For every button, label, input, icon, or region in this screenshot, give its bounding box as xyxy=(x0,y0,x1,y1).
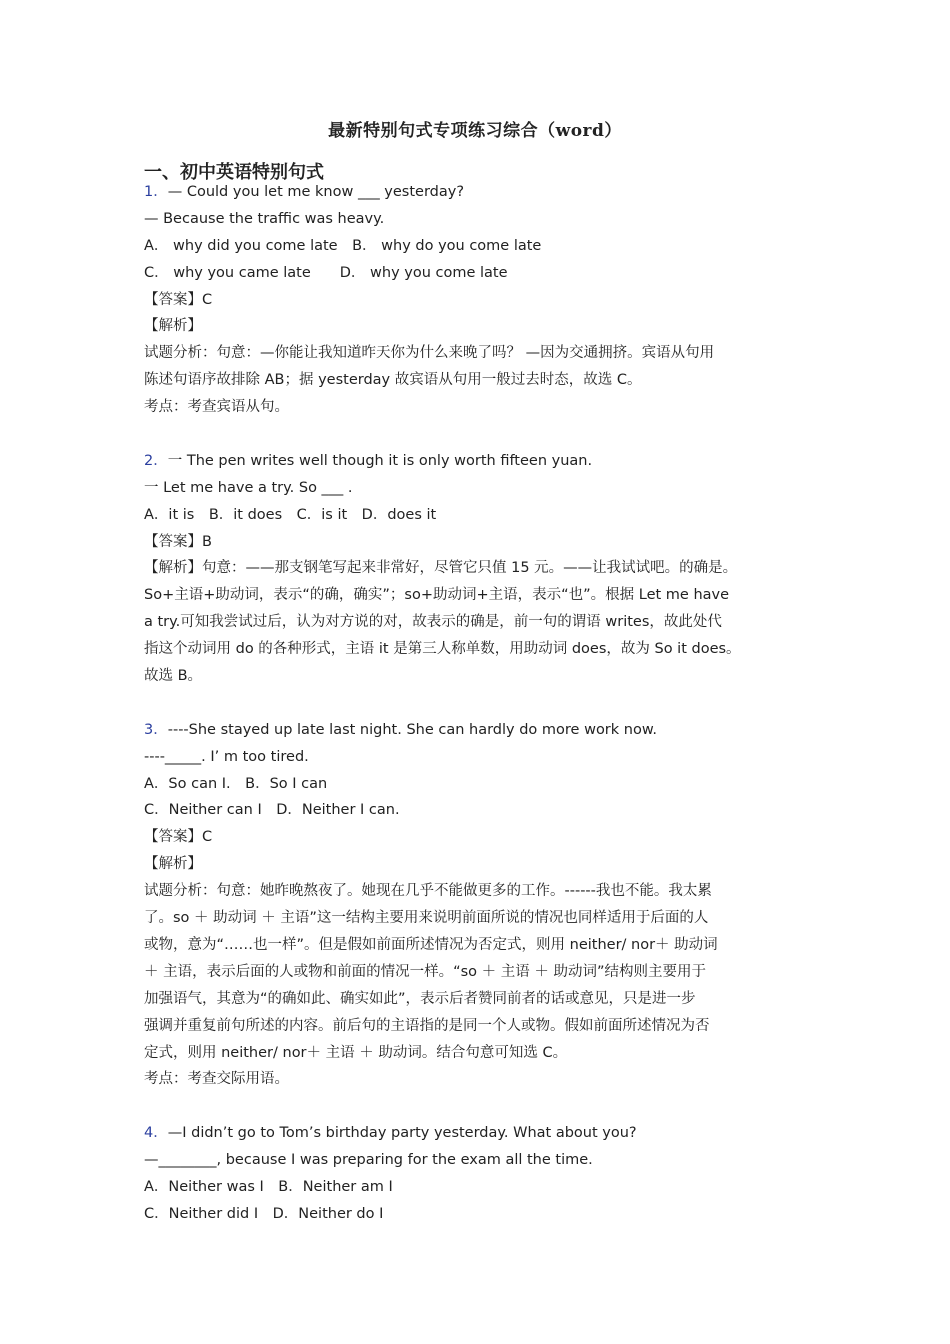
reply-line: —________, because I was preparing for the exam all the time. xyxy=(144,1152,593,1169)
options-line: C． why you came late D． why you come late xyxy=(144,264,508,281)
question-stem: 3．----She stayed up late last night. She can hardly do more work now. xyxy=(144,721,657,738)
analysis-text: a try.可知我尝试过后，认为对方说的对，故表示的确是，前一句的谓语 writes，故此处代 xyxy=(144,614,722,631)
analysis-text: 定式，则用 neither/ nor＋ 主语 ＋ 助动词。结合句意可知选 C。 xyxy=(144,1044,568,1061)
analysis-label: 【解析】 xyxy=(144,856,202,873)
topic-line: 考点：考查交际用语。 xyxy=(144,1071,289,1088)
section-heading: 一、初中英语特别句式 xyxy=(144,162,324,183)
analysis-text: 加强语气，其意为“的确如此、确实如此”，表示后者赞同前者的话或意见，只是进一步 xyxy=(144,990,696,1007)
analysis-text: 试题分析：句意：—你能让我知道昨天你为什么来晚了吗？ —因为交通拥挤。宾语从句用 xyxy=(144,345,715,362)
question-number: 4． xyxy=(144,1125,168,1142)
analysis-text: 强调并重复前句所述的内容。前后句的主语指的是同一个人或物。假如前面所述情况为否 xyxy=(144,1017,710,1034)
question-4 xyxy=(144,1120,824,1228)
analysis-label: 【解析】 xyxy=(144,318,202,335)
question-1 xyxy=(144,179,824,421)
analysis-text: 【解析】句意：——那支钢笔写起来非常好，尽管它只值 15 元。——让我试试吧。的确是。 xyxy=(144,560,738,577)
question-2 xyxy=(144,448,824,690)
topic-line: 考点：考查宾语从句。 xyxy=(144,399,289,416)
options-line: A．So can I. B．So I can xyxy=(144,775,328,792)
options-line: A．Neither was I B．Neither am I xyxy=(144,1178,393,1195)
analysis-text: ＋ 主语，表示后面的人或物和前面的情况一样。“so ＋ 主语 ＋ 助动词”结构则主要用于 xyxy=(144,963,706,980)
question-list xyxy=(144,179,824,1228)
analysis-text: So+主语+助动词，表示“的确，确实”；so+助动词+主语，表示“也”。根据 Let me have xyxy=(144,587,730,604)
question-3 xyxy=(144,717,824,1093)
question-number: 1． xyxy=(144,184,168,200)
answer-line: 【答案】B xyxy=(144,533,212,550)
answer-line: 【答案】C xyxy=(144,291,213,308)
reply-line: ----_____. I’ m too tired. xyxy=(144,748,309,765)
question-number: 3． xyxy=(144,721,168,738)
options-line: C．Neither did I D．Neither do I xyxy=(144,1205,384,1222)
question-stem: 1．— Could you let me know ___ yesterday? xyxy=(144,184,465,200)
options-line: C．Neither can I D．Neither I can. xyxy=(144,802,400,819)
question-number: 2． xyxy=(144,452,168,469)
question-stem: 4．—I didn’t go to Tom’s birthday party yesterday. What about you? xyxy=(144,1125,637,1142)
analysis-text: 指这个动词用 do 的各种形式，主语 it 是第三人称单数，用助动词 does，故为 So it does。 xyxy=(144,641,741,658)
answer-line: 【答案】C xyxy=(144,829,213,846)
question-stem: 2．一 The pen writes well though it is only worth fifteen yuan. xyxy=(144,452,593,469)
options-line: A．it is B．it does C．is it D．does it xyxy=(144,506,437,523)
analysis-text: 故选 B。 xyxy=(144,668,203,685)
analysis-text: 或物，意为“……也一样”。但是假如前面所述情况为否定式，则用 neither/ nor＋ 助动词 xyxy=(144,936,718,953)
analysis-text: 陈述句语序故排除 AB；据 yesterday 故宾语从句用一般过去时态，故选 C。 xyxy=(144,372,642,389)
analysis-text: 了。so ＋ 助动词 ＋ 主语”这一结构主要用来说明前面所说的情况也同样适用于后面的人 xyxy=(144,910,709,927)
options-line: A． why did you come late B． why do you come late xyxy=(144,237,542,254)
document-title: 最新特别句式专项练习综合（word） xyxy=(328,121,622,141)
analysis-text: 试题分析：句意：她昨晚熬夜了。她现在几乎不能做更多的工作。------我也不能。我太累 xyxy=(144,883,712,900)
reply-line: — Because the traffic was heavy. xyxy=(144,210,385,227)
reply-line: 一 Let me have a try. So ___ . xyxy=(144,479,353,496)
